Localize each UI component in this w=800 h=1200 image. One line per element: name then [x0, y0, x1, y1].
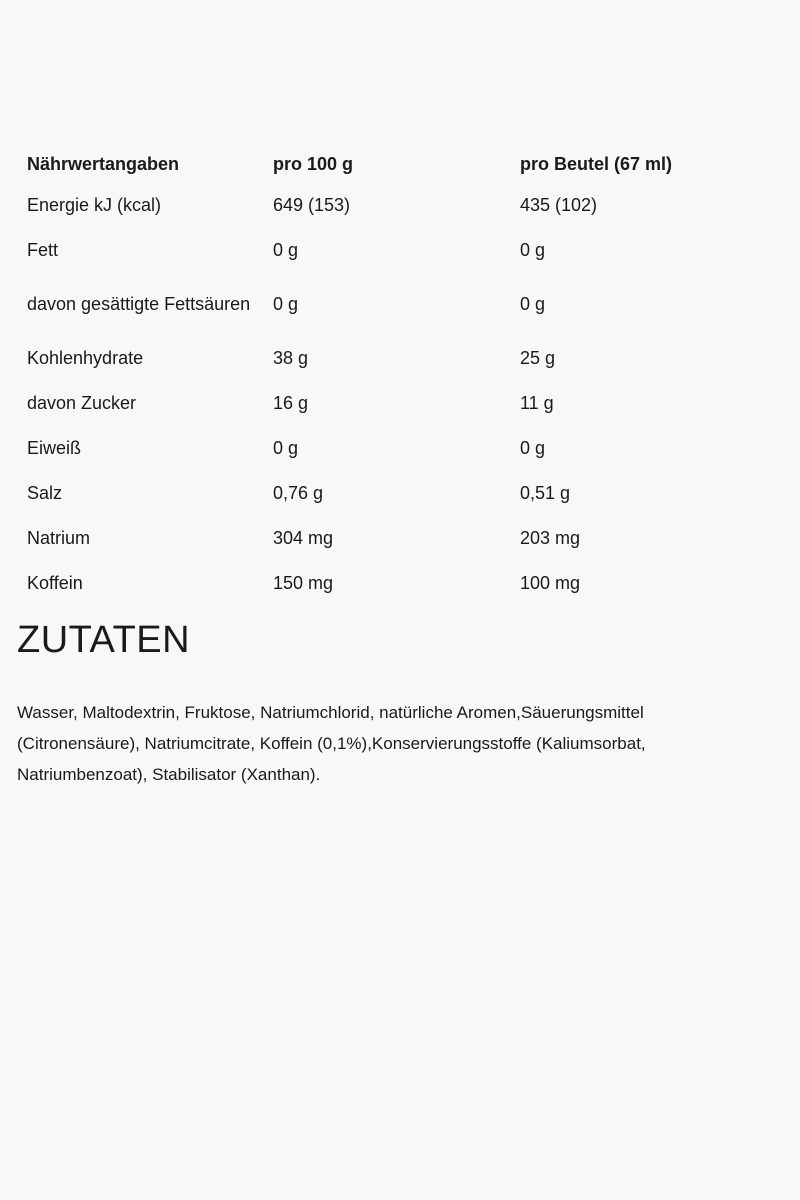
nutrient-name: Energie kJ (kcal) — [27, 194, 162, 215]
value-per-100g: 16 g — [273, 392, 309, 413]
value-per-100g: 0 g — [273, 293, 299, 314]
nutrient-name: Koffein — [27, 572, 83, 593]
value-per-pouch: 0 g — [520, 437, 546, 458]
nutrient-name: Salz — [27, 482, 63, 503]
table-row — [27, 515, 747, 560]
table-row — [27, 560, 747, 605]
header-per-pouch: pro Beutel (67 ml) — [520, 154, 673, 174]
ingredients-heading: ZUTATEN — [17, 619, 191, 661]
header-nutrient: Nährwertangaben — [27, 154, 180, 174]
value-per-100g: 38 g — [273, 347, 309, 368]
value-per-100g: 0 g — [273, 437, 299, 458]
value-per-pouch: 25 g — [520, 347, 556, 368]
value-per-pouch: 0 g — [520, 293, 546, 314]
value-per-pouch: 100 mg — [520, 572, 581, 593]
nutrient-name: Natrium — [27, 527, 91, 548]
table-row — [27, 227, 747, 272]
value-per-pouch: 0 g — [520, 239, 546, 260]
nutrient-name: davon Zucker — [27, 392, 137, 413]
nutrient-name: Eiweiß — [27, 437, 82, 458]
table-header-row — [27, 146, 747, 182]
value-per-pouch: 0,51 g — [520, 482, 571, 503]
table-row — [27, 380, 747, 425]
value-per-100g: 304 mg — [273, 527, 334, 548]
nutrient-name: Kohlenhydrate — [27, 347, 144, 368]
ingredients-text: Wasser, Maltodextrin, Fruktose, Natriumchlorid, natürliche Aromen,Säuerungsmittel (Citronensäure), Natriumcitrate, Koffein (0,1%),Konservierungsstoffe (Kaliumsorbat, Natriumbenzoat), Stabilisator (Xanthan). — [17, 703, 646, 784]
table-row — [27, 425, 747, 470]
nutrient-name: davon gesättigte Fettsäuren — [27, 293, 251, 314]
value-per-pouch: 435 (102) — [520, 194, 598, 215]
value-per-pouch: 203 mg — [520, 527, 581, 548]
table-row — [27, 272, 747, 335]
nutrient-name: Fett — [27, 239, 59, 260]
value-per-100g: 0 g — [273, 239, 299, 260]
nutrition-table — [27, 146, 747, 605]
table-row — [27, 182, 747, 227]
header-per-100g: pro 100 g — [273, 154, 354, 174]
value-per-100g: 0,76 g — [273, 482, 324, 503]
value-per-100g: 649 (153) — [273, 194, 351, 215]
table-row — [27, 335, 747, 380]
value-per-pouch: 11 g — [520, 392, 554, 413]
value-per-100g: 150 mg — [273, 572, 334, 593]
table-row — [27, 470, 747, 515]
